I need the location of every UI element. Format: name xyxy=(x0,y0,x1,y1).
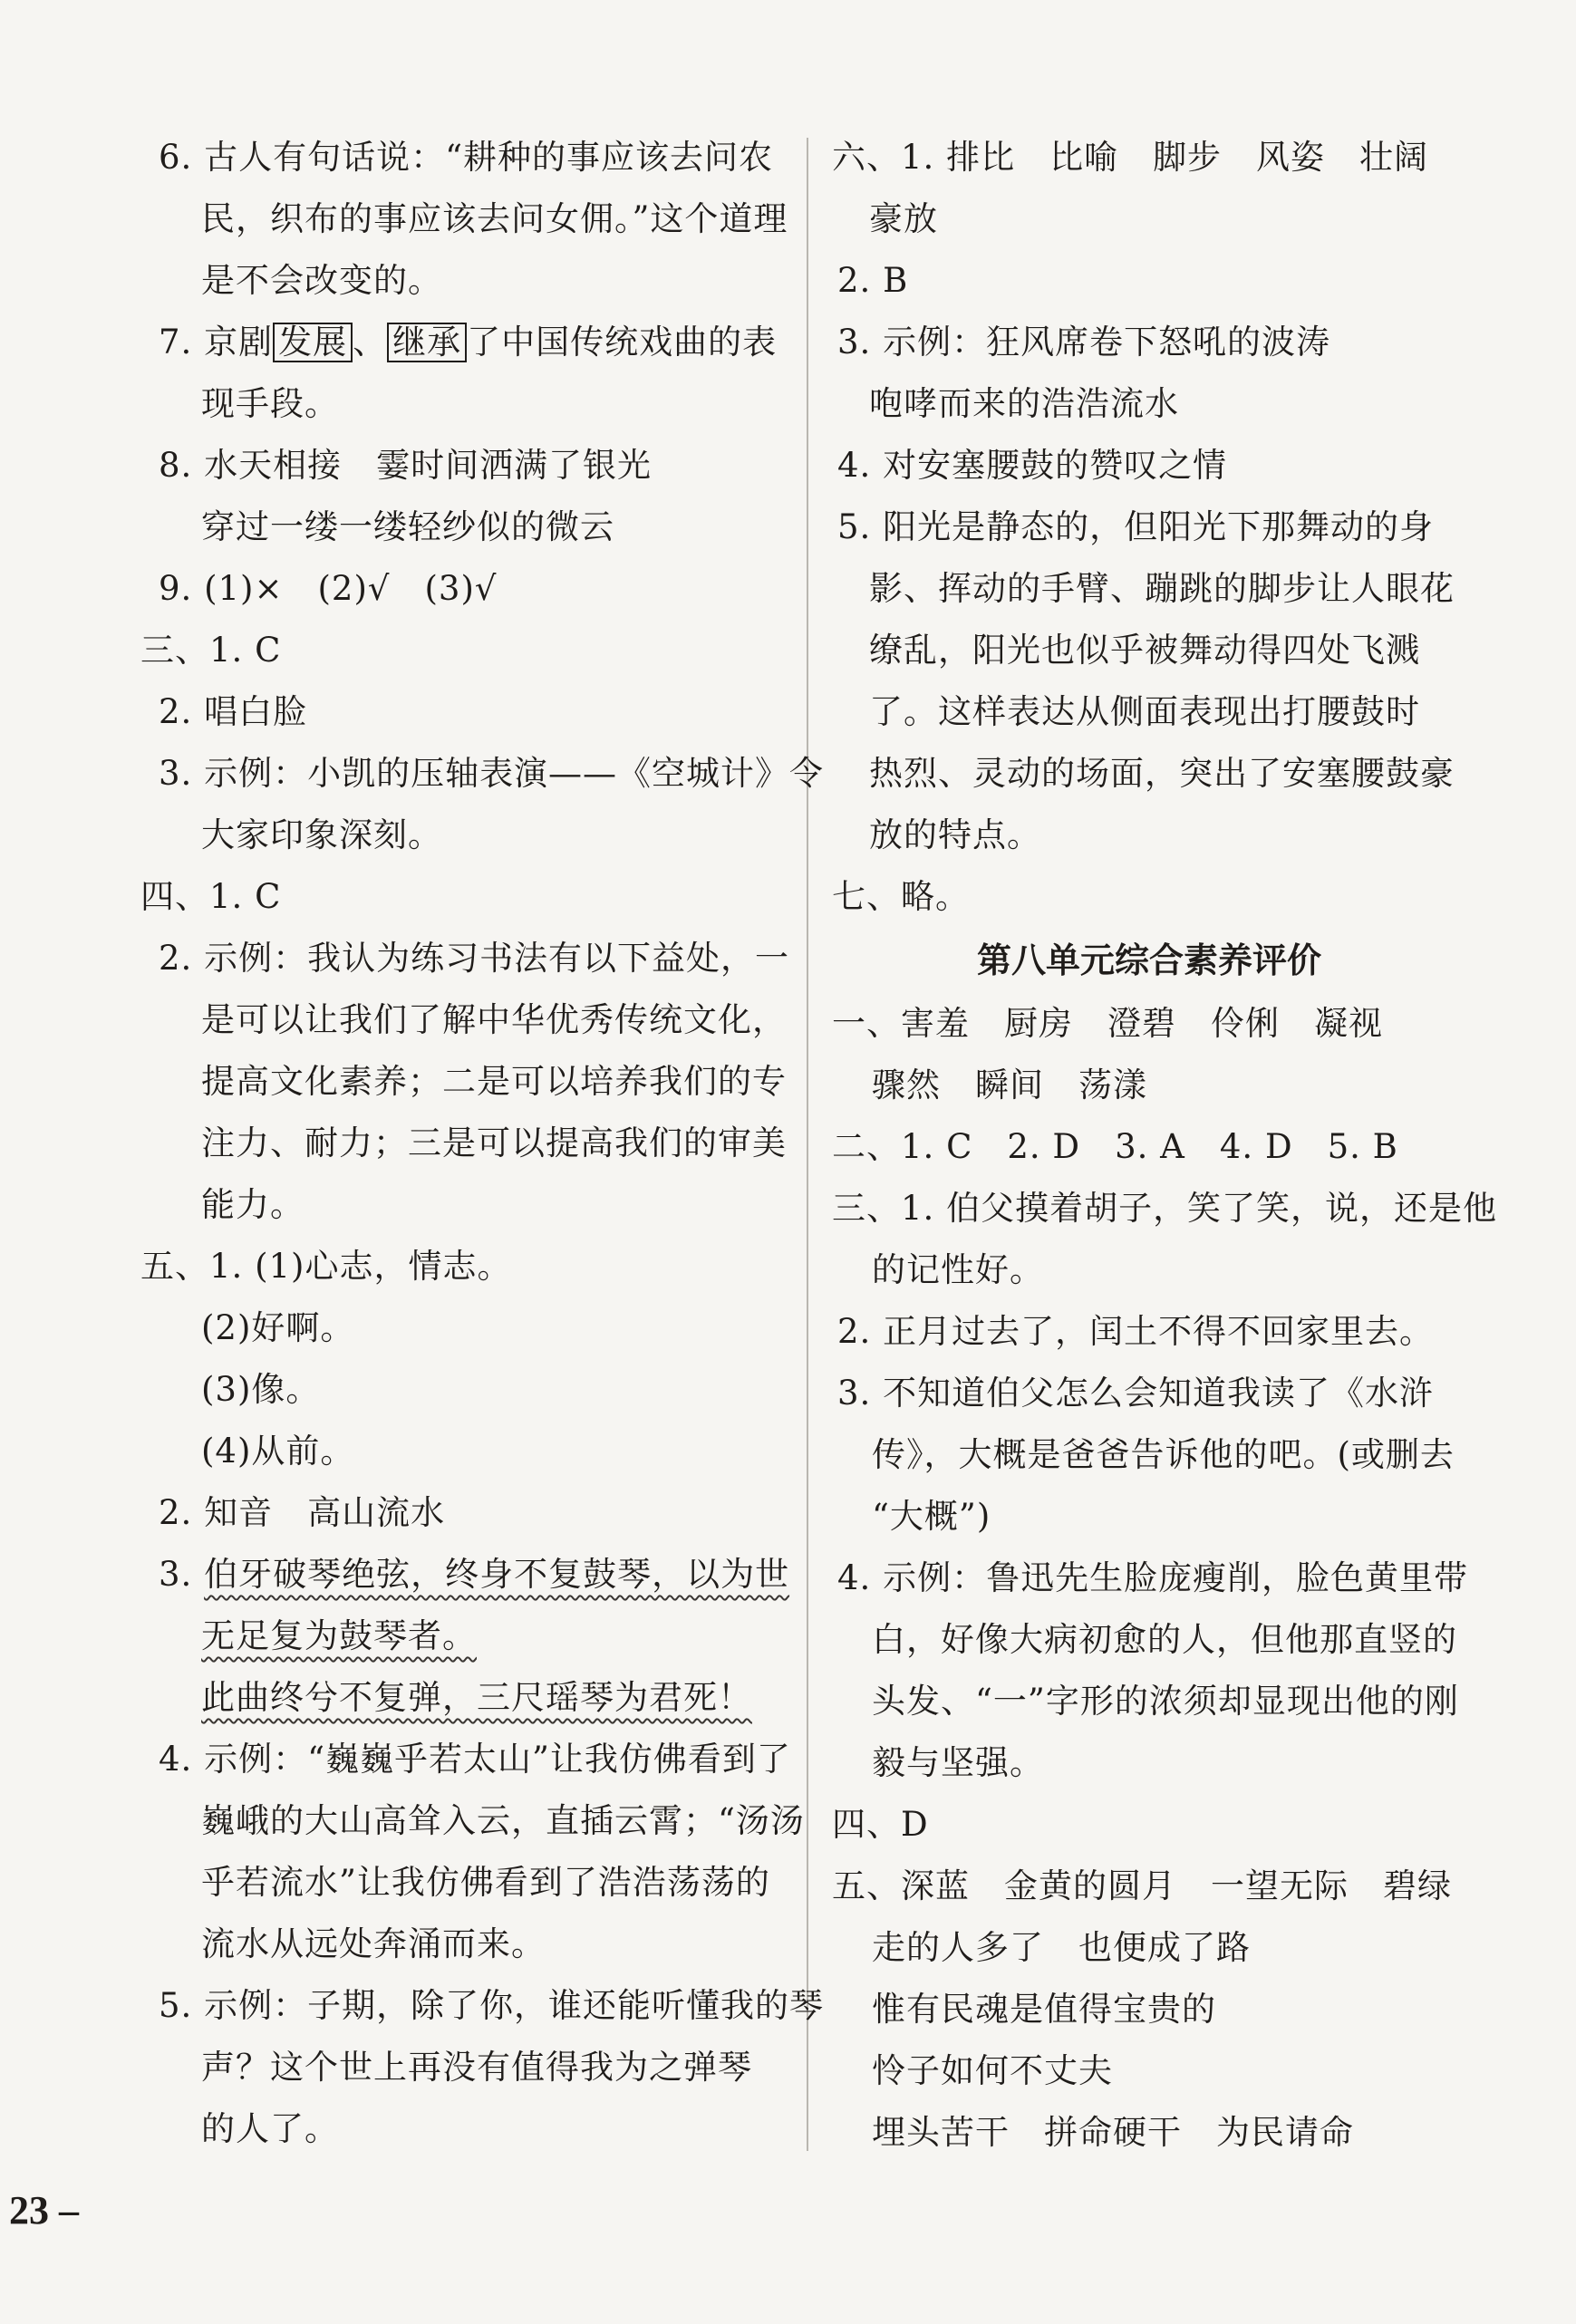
answer-line: 注力、耐力；三是可以提高我们的审美 xyxy=(201,1123,787,1162)
answer-line: (4)从前。 xyxy=(201,1432,355,1471)
answer-line: 3. 示例：小凯的压轴表演——《空城计》令 xyxy=(159,754,825,793)
answer-line: 传》，大概是爸爸告诉他的吧。(或删去 xyxy=(872,1435,1455,1474)
answer-line: “大概”) xyxy=(872,1497,991,1536)
answer-line xyxy=(159,1544,789,1606)
answer-text: 了中国传统戏曲的表 xyxy=(467,323,778,362)
answer-line: 2. 示例：我认为练习书法有以下益处，一 xyxy=(159,939,790,978)
answer-line: 4. 对安塞腰鼓的赞叹之情 xyxy=(837,446,1228,485)
answer-line: 豪放 xyxy=(869,199,938,238)
answer-line: 声？这个世上再没有值得我为之弹琴 xyxy=(201,2048,752,2087)
answer-line: 乎若流水”让我仿佛看到了浩浩荡荡的 xyxy=(201,1863,770,1902)
answer-line: 3. 不知道伯父怎么会知道我读了《水浒 xyxy=(837,1374,1435,1413)
section-line: 四、D xyxy=(832,1805,929,1844)
answer-line: 民，织布的事应该去问女佣。”这个道理 xyxy=(201,199,788,238)
section-line: 二、1. C 2. D 3. A 4. D 5. B xyxy=(832,1127,1398,1166)
answer-line: 巍峨的大山高耸入云，直插云霄；“汤汤 xyxy=(201,1801,805,1840)
answer-line: 5. 示例：子期，除了你，谁还能听懂我的琴 xyxy=(159,1986,825,2025)
section-heading: 第八单元综合素养评价 xyxy=(976,940,1321,980)
answer-line: 是可以让我们了解中华优秀传统文化， xyxy=(201,1000,787,1039)
section-line: 四、1. C xyxy=(140,877,282,916)
section-line: 三、1. C xyxy=(140,631,282,670)
section-line: 五、1. (1)心志，情志。 xyxy=(140,1247,512,1286)
answer-line: 白，好像大病初愈的人，但他那直竖的 xyxy=(872,1620,1457,1659)
answer-line xyxy=(201,1667,752,1729)
answer-line: 咆哮而来的浩浩流水 xyxy=(869,384,1179,423)
wavy-underlined-text: 此曲终兮不复弹，三尺瑶琴为君死！ xyxy=(201,1678,752,1717)
boxed-word: 继承 xyxy=(387,323,467,362)
answer-line: (3)像。 xyxy=(201,1370,321,1409)
answer-line: 的记性好。 xyxy=(872,1250,1044,1289)
answer-line: 头发、“一”字形的浓须却显现出他的刚 xyxy=(872,1682,1459,1721)
answer-line: (2)好啊。 xyxy=(201,1308,355,1347)
answer-line: 缭乱，阳光也似乎被舞动得四处飞溅 xyxy=(869,631,1420,670)
answer-line: 能力。 xyxy=(201,1185,305,1224)
answer-line: 是不会改变的。 xyxy=(201,261,442,300)
answer-line: 3. 示例：狂风席卷下怒吼的波涛 xyxy=(837,323,1331,362)
answer-line xyxy=(201,1606,477,1667)
answer-line: 5. 阳光是静态的，但阳光下那舞动的身 xyxy=(837,507,1435,546)
wavy-underlined-text: 无足复为鼓琴者。 xyxy=(201,1616,477,1655)
answer-text: 7. 京剧 xyxy=(159,323,274,362)
answer-line: 8. 水天相接 霎时间洒满了银光 xyxy=(159,446,653,485)
answer-text: 3. xyxy=(159,1555,205,1594)
column-divider xyxy=(807,138,808,2151)
answer-line: 9. (1)× (2)√ (3)√ xyxy=(159,569,498,608)
answer-line: 流水从远处奔涌而来。 xyxy=(201,1924,546,1963)
answer-line: 现手段。 xyxy=(201,384,339,423)
answer-line: 埋头苦干 拼命硬干 为民请命 xyxy=(872,2113,1354,2152)
answer-line: 4. 示例：“巍巍乎若太山”让我仿佛看到了 xyxy=(159,1740,791,1779)
answer-line: 的人了。 xyxy=(201,2109,339,2148)
answer-line: 骤然 瞬间 荡漾 xyxy=(872,1066,1147,1104)
answer-line: 了。这样表达从侧面表现出打腰鼓时 xyxy=(869,692,1420,731)
answer-line: 走的人多了 也便成了路 xyxy=(872,1928,1251,1967)
answer-line: 怜子如何不丈夫 xyxy=(872,2051,1113,2090)
answer-line: 毅与坚强。 xyxy=(872,1743,1044,1782)
answer-line xyxy=(159,312,777,373)
section-line: 一、害羞 厨房 澄碧 伶俐 凝视 xyxy=(832,1004,1383,1043)
page-number: 23 – xyxy=(9,2188,79,2232)
answer-line: 2. 唱白脸 xyxy=(159,692,308,731)
wavy-underlined-text: 伯牙破琴绝弦，终身不复鼓琴，以为世 xyxy=(204,1555,790,1594)
answer-line: 提高文化素养；二是可以培养我们的专 xyxy=(201,1062,787,1101)
answer-line: 2. 知音 高山流水 xyxy=(159,1493,446,1532)
answer-line: 惟有民魂是值得宝贵的 xyxy=(872,1990,1216,2029)
section-line: 七、略。 xyxy=(832,877,970,916)
section-line: 六、1. 排比 比喻 脚步 风姿 壮阔 xyxy=(832,138,1429,177)
answer-line: 影、挥动的手臂、蹦跳的脚步让人眼花 xyxy=(869,569,1455,608)
answer-line: 4. 示例：鲁迅先生脸庞瘦削，脸色黄里带 xyxy=(837,1558,1469,1597)
answer-text: 、 xyxy=(353,323,388,362)
answer-line: 6. 古人有句话说：“耕种的事应该去问农 xyxy=(159,138,773,177)
section-line: 五、深蓝 金黄的圆月 一望无际 碧绿 xyxy=(832,1866,1452,1905)
answer-line: 热烈、灵动的场面，突出了安塞腰鼓豪 xyxy=(869,754,1455,793)
boxed-word: 发展 xyxy=(273,323,353,362)
answer-line: 大家印象深刻。 xyxy=(201,815,442,854)
answer-line: 穿过一缕一缕轻纱似的微云 xyxy=(201,507,614,546)
answer-line: 2. 正月过去了，闰土不得不回家里去。 xyxy=(837,1312,1435,1351)
section-line: 三、1. 伯父摸着胡子，笑了笑，说，还是他 xyxy=(832,1189,1498,1228)
answer-line: 放的特点。 xyxy=(869,815,1041,854)
answer-line: 2. B xyxy=(837,261,909,300)
